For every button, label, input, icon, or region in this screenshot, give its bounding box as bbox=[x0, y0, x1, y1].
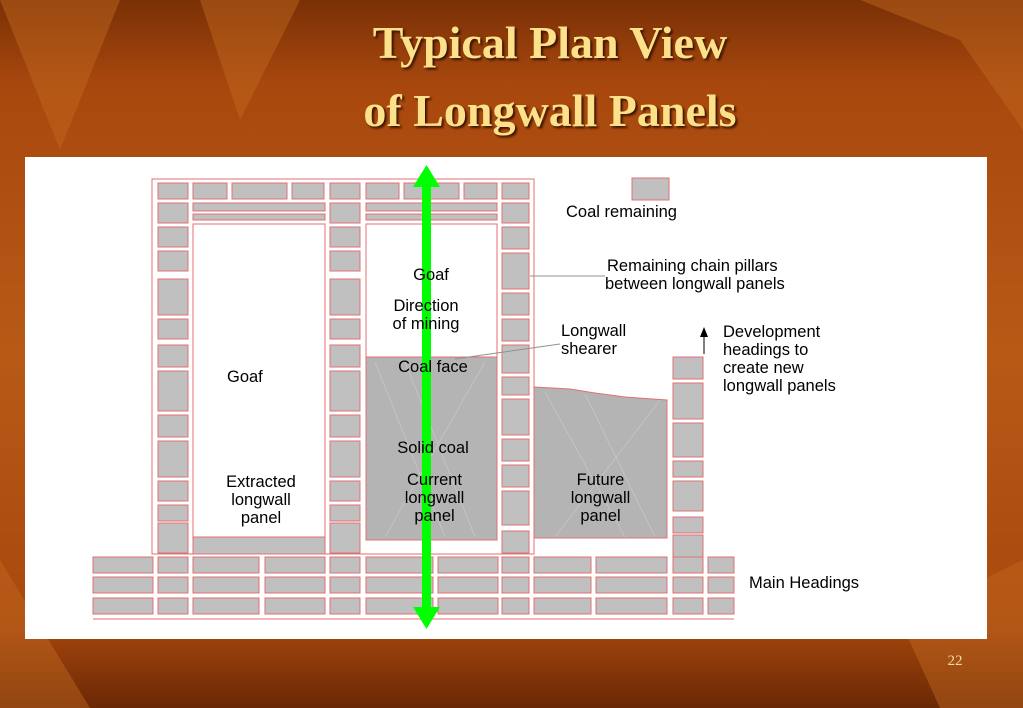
pillar-block bbox=[502, 465, 529, 487]
pillar-block bbox=[502, 377, 529, 395]
pillar-block bbox=[502, 531, 529, 553]
pillar-block bbox=[502, 227, 529, 249]
pillar-block bbox=[673, 423, 703, 457]
pillar-block bbox=[673, 461, 703, 477]
pillar-block bbox=[673, 557, 703, 573]
pillar-block bbox=[708, 577, 734, 593]
label-coal-remaining: Coal remaining bbox=[566, 203, 677, 221]
pillar-block bbox=[93, 598, 153, 614]
diagram-panel bbox=[25, 157, 987, 639]
pillar-block bbox=[502, 183, 529, 199]
pillar-block bbox=[158, 415, 188, 437]
pillar-block bbox=[673, 598, 703, 614]
pillar-block bbox=[534, 557, 591, 573]
label-direction-line-1: Direction bbox=[393, 297, 459, 315]
pillar-block bbox=[330, 183, 360, 199]
pillar-block bbox=[330, 415, 360, 437]
label-solid-coal: Solid coal bbox=[397, 439, 469, 457]
pillar-block bbox=[330, 523, 360, 553]
pillar-block bbox=[708, 557, 734, 573]
pillar-block bbox=[502, 577, 529, 593]
pillar-block bbox=[330, 319, 360, 339]
label-development-line-4: longwall panels bbox=[723, 377, 836, 395]
label-longwall-shearer-line-1: Longwall bbox=[561, 322, 627, 340]
label-chain-pillars-line-1: Remaining chain pillars bbox=[607, 257, 778, 275]
pillar-block bbox=[596, 598, 667, 614]
pillar-block bbox=[366, 203, 497, 211]
label-extracted-line-3: panel bbox=[240, 509, 282, 527]
pillar-block bbox=[502, 557, 529, 573]
label-development-line-3: create new bbox=[723, 359, 804, 377]
pillar-block bbox=[158, 523, 188, 553]
pillar-block bbox=[330, 577, 360, 593]
label-future-line-2: longwall bbox=[570, 489, 631, 507]
pillar-block bbox=[502, 203, 529, 223]
label-future-line-3: panel bbox=[580, 507, 621, 525]
pillar-block bbox=[193, 577, 259, 593]
pillar-block bbox=[673, 383, 703, 419]
extracted-panel-bottom-strip bbox=[193, 537, 325, 554]
pillar-block bbox=[158, 598, 188, 614]
label-chain-pillars-line-2: between longwall panels bbox=[605, 275, 785, 293]
pillar-block bbox=[330, 203, 360, 223]
pillar-block bbox=[158, 371, 188, 411]
pillar-block bbox=[366, 214, 497, 220]
pillar-block bbox=[158, 345, 188, 367]
pillar-block bbox=[502, 399, 529, 435]
pillar-block bbox=[330, 441, 360, 477]
pillar-block bbox=[93, 557, 153, 573]
label-current-line-2: longwall bbox=[404, 489, 465, 507]
pillar-block bbox=[232, 183, 287, 199]
pillar-block bbox=[330, 505, 360, 521]
pillar-block bbox=[534, 577, 591, 593]
pillar-block bbox=[330, 251, 360, 271]
pillar-block bbox=[265, 598, 325, 614]
pillar-block bbox=[193, 214, 325, 220]
pillar-block bbox=[330, 371, 360, 411]
pillar-block bbox=[464, 183, 497, 199]
pillar-block bbox=[502, 439, 529, 461]
slide-title-line-2: of Longwall Panels bbox=[363, 85, 737, 136]
pillar-block bbox=[673, 577, 703, 593]
label-current-line-1: Current bbox=[406, 471, 463, 489]
pillar-block bbox=[330, 227, 360, 247]
pillar-block bbox=[93, 577, 153, 593]
pillar-block bbox=[330, 279, 360, 315]
pillar-block bbox=[502, 598, 529, 614]
pillar-block bbox=[330, 481, 360, 501]
pillar-block bbox=[673, 357, 703, 379]
label-goaf-left: Goaf bbox=[227, 368, 263, 386]
pillar-block bbox=[193, 183, 227, 199]
pillar-block bbox=[673, 481, 703, 511]
label-coal-face: Coal face bbox=[398, 358, 468, 376]
pillar-block bbox=[502, 253, 529, 289]
pillar-block bbox=[158, 577, 188, 593]
pillar-block bbox=[158, 183, 188, 199]
pillar-block bbox=[158, 481, 188, 501]
pillar-block bbox=[673, 517, 703, 533]
pillar-block bbox=[708, 598, 734, 614]
label-longwall-shearer-line-2: shearer bbox=[561, 340, 617, 358]
pillar-block bbox=[158, 251, 188, 271]
pillar-block bbox=[366, 183, 399, 199]
pillar-block bbox=[193, 598, 259, 614]
label-development-line-1: Development bbox=[723, 323, 821, 341]
label-extracted-line-1: Extracted bbox=[226, 473, 296, 491]
pillar-block bbox=[438, 598, 498, 614]
pillar-block bbox=[330, 557, 360, 573]
pillar-block bbox=[292, 183, 324, 199]
pillar-block bbox=[330, 345, 360, 367]
pillar-block bbox=[193, 557, 259, 573]
development-arrowhead bbox=[700, 327, 708, 337]
label-goaf-center: Goaf bbox=[413, 266, 449, 284]
pillar-block bbox=[673, 535, 703, 557]
pillar-block bbox=[158, 505, 188, 521]
label-development-line-2: headings to bbox=[723, 341, 809, 359]
pillar-block bbox=[158, 319, 188, 339]
pillar-block bbox=[265, 557, 325, 573]
pillar-block bbox=[158, 227, 188, 247]
pillar-block bbox=[438, 577, 498, 593]
longwall-plan-diagram bbox=[25, 157, 987, 639]
label-main-headings: Main Headings bbox=[749, 574, 860, 592]
current-panel-goaf-area bbox=[366, 224, 497, 357]
page-number: 22 bbox=[947, 653, 963, 669]
pillar-block bbox=[330, 598, 360, 614]
pillar-block bbox=[596, 557, 667, 573]
pillar-block bbox=[438, 557, 498, 573]
pillar-block bbox=[502, 491, 529, 525]
pillar-block bbox=[158, 441, 188, 477]
pillar-block bbox=[193, 203, 325, 211]
pillar-block bbox=[534, 598, 591, 614]
pillar-block bbox=[596, 577, 667, 593]
label-current-line-3: panel bbox=[414, 507, 455, 525]
pillar-block bbox=[158, 279, 188, 315]
pillar-block bbox=[265, 577, 325, 593]
label-extracted-line-2: longwall bbox=[231, 491, 291, 509]
coal-remaining-legend-swatch bbox=[632, 178, 669, 200]
pillar-block bbox=[158, 557, 188, 573]
label-future-line-1: Future bbox=[576, 471, 625, 489]
slide-title-line-1: Typical Plan View bbox=[372, 17, 728, 68]
pillar-block bbox=[502, 293, 529, 315]
pillar-block bbox=[502, 319, 529, 341]
pillar-block bbox=[158, 203, 188, 223]
label-direction-line-2: of mining bbox=[392, 315, 460, 333]
